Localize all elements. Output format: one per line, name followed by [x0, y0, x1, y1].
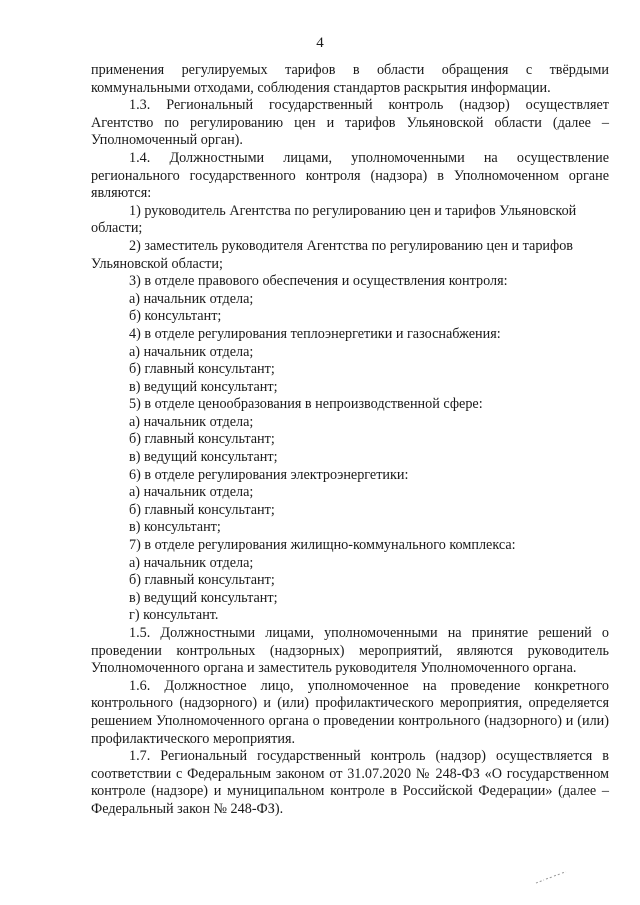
list-item: б) главный консультант; — [129, 361, 275, 378]
paragraph-1-6: 1.6. Должностное лицо, уполномоченное на проведение конкретного контрольного (надзорного) и (или) профилактического мероприятия, определяется решением Уполномоченного органа о проведении контрольного (надзорного) и (или) профилактического мероприятия. — [91, 677, 609, 747]
scan-artifact-mark — [534, 871, 568, 885]
paragraph-1-7: 1.7. Региональный государственный контроль (надзор) осуществляется в соответствии с Федеральным законом от 31.07.2020 № 248-ФЗ «О государственном контроле (надзоре) и муниципальном контроле в Российской Федерации» (далее – Федеральный закон № 248-ФЗ). — [91, 748, 609, 817]
paragraph-1-4: 1.4. Должностными лицами, уполномоченными на осуществление регионального государственного контроля (надзора) в Уполномоченном органе являются: — [91, 149, 609, 202]
paragraph-1-3: 1.3. Региональный государственный контроль (надзор) осуществляет Агентство по регулированию цен и тарифов Ульяновской области (далее – Уполномоченный орган). — [91, 97, 609, 149]
list-item: б) консультант; — [129, 308, 222, 325]
list-item: 2) заместитель руководителя Агентства по регулированию цен и тарифов Ульяновской области; — [91, 237, 574, 272]
list-item: в) ведущий консультант; — [129, 589, 278, 606]
list-item: б) главный консультант; — [129, 431, 275, 448]
list-item: б) главный консультант; — [129, 572, 275, 589]
list-item: в) ведущий консультант; — [129, 449, 278, 466]
list-item: 5) в отделе ценообразования в непроизводственной сфере: — [129, 396, 483, 413]
list-item: а) начальник отдела; — [129, 413, 254, 430]
list-item: г) консультант. — [129, 607, 219, 624]
list-item: в) ведущий консультант; — [129, 378, 278, 395]
list-item: а) начальник отдела; — [129, 554, 254, 571]
list-item: 3) в отделе правового обеспечения и осуществления контроля: — [129, 273, 508, 290]
paragraph-continuation: применения регулируемых тарифов в области обращения с твёрдыми коммунальными отходами, соблюдения стандартов раскрытия информации. — [91, 62, 609, 96]
list-item: а) начальник отдела; — [129, 343, 254, 360]
list-item: б) главный консультант; — [129, 501, 275, 518]
list-item: а) начальник отдела; — [129, 484, 254, 501]
officials-list — [91, 203, 609, 625]
list-item: 4) в отделе регулирования теплоэнергетики и газоснабжения: — [129, 325, 501, 342]
list-item: 6) в отделе регулирования электроэнергетики: — [129, 466, 409, 483]
list-item: 7) в отделе регулирования жилищно-коммунального комплекса: — [129, 537, 516, 554]
document-body — [91, 62, 609, 819]
list-item: а) начальник отдела; — [129, 290, 254, 307]
paragraph-1-5: 1.5. Должностными лицами, уполномоченными на принятие решений о проведении контрольных (надзорных) мероприятий, являются руководитель Уполномоченного органа и заместитель руководителя Уполномоченного органа. — [91, 625, 609, 677]
page-number: 4 — [316, 35, 324, 51]
list-item: в) консультант; — [129, 519, 221, 536]
list-item: 1) руководитель Агентства по регулированию цен и тарифов Ульяновской области; — [91, 202, 577, 237]
